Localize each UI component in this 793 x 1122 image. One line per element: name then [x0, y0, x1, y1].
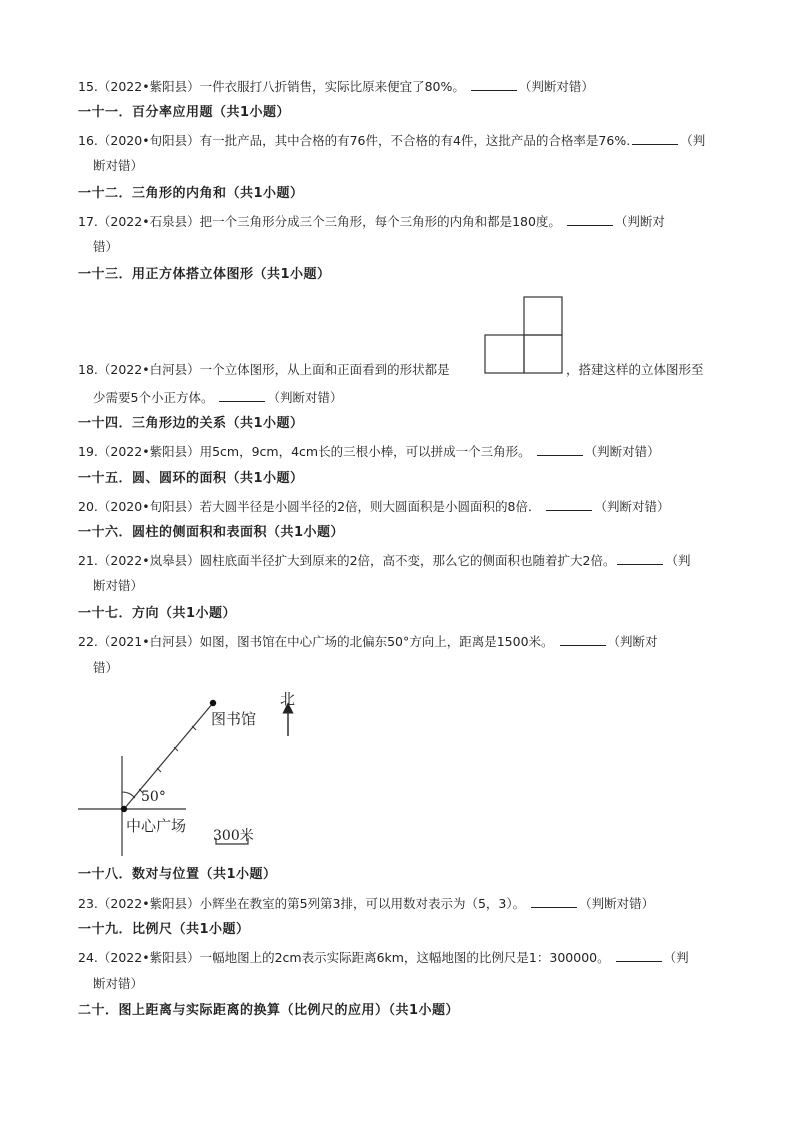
question-suffix: （判	[663, 950, 689, 965]
section-heading-19: 一十九．比例尺（共1小题）	[78, 922, 250, 937]
question-19	[78, 443, 660, 460]
question-21-continuation: 断对错）	[93, 578, 144, 593]
scale-label: 300米	[213, 828, 254, 844]
question-suffix: （判断对	[614, 214, 665, 229]
answer-blank[interactable]	[616, 949, 662, 962]
question-text: 23.（2022•紫阳县）小辉坐在教室的第5列第3排，可以用数对表示为（5，3）。	[78, 896, 526, 911]
question-text: 22.（2021•白河县）如图，图书馆在中心广场的北偏东50°方向上，距离是1500米。	[78, 634, 554, 649]
section-heading-18: 一十八．数对与位置（共1小题）	[78, 867, 277, 882]
question-suffix: （判	[665, 553, 691, 568]
question-16-continuation: 断对错）	[93, 158, 144, 173]
angle-label: 50°	[141, 789, 166, 805]
question-suffix: （判断对错）	[579, 896, 655, 911]
question-20	[78, 498, 669, 515]
answer-blank[interactable]	[546, 498, 592, 511]
cube-top-square	[524, 297, 562, 335]
section-heading-17: 一十七．方向（共1小题）	[78, 606, 237, 621]
question-text: 17.（2022•石泉县）把一个三角形分成三个三角形，每个三角形的内角和都是180度。	[78, 214, 561, 229]
section-heading-12: 一十二．三角形的内角和（共1小题）	[78, 186, 304, 201]
question-text: 19.（2022•紫阳县）用5cm，9cm，4cm长的三根小棒，可以拼成一个三角形。	[78, 444, 531, 459]
question-suffix: （判断对	[607, 634, 658, 649]
center-square-point	[121, 806, 127, 812]
question-suffix: （判断对错）	[584, 444, 660, 459]
question-text: 24.（2022•紫阳县）一幅地图上的2cm表示实际距离6km，这幅地图的比例尺是1：300000。	[78, 950, 610, 965]
question-text: 15.（2022•紫阳县）一件衣服打八折销售，实际比原来便宜了80%。	[78, 79, 465, 94]
question-text: 少需要5个小正方体。	[93, 390, 214, 405]
section-heading-14: 一十四．三角形边的关系（共1小题）	[78, 416, 304, 431]
cube-view-figure	[484, 296, 564, 374]
answer-blank[interactable]	[632, 132, 678, 145]
question-text: 21.（2022•岚皋县）圆柱底面半径扩大到原来的2倍，高不变，那么它的侧面积也随着扩大2倍。	[78, 553, 616, 568]
question-18	[78, 362, 450, 378]
section-heading-13: 一十三．用正方体搭立体图形（共1小题）	[78, 267, 331, 282]
center-square-label: 中心广场	[126, 817, 187, 835]
library-label: 图书馆	[211, 710, 257, 728]
angle-arc	[122, 792, 135, 798]
answer-blank[interactable]	[219, 389, 265, 402]
answer-blank[interactable]	[567, 213, 613, 226]
answer-blank[interactable]	[537, 443, 583, 456]
answer-blank[interactable]	[531, 895, 577, 908]
question-17	[78, 213, 665, 230]
question-22	[78, 633, 658, 650]
cube-bottom-left-square	[485, 335, 524, 373]
question-24-continuation: 断对错）	[93, 976, 144, 991]
question-suffix: （判断对错）	[267, 390, 343, 405]
direction-line	[124, 703, 213, 809]
question-suffix: （判	[680, 133, 706, 148]
answer-blank[interactable]	[617, 552, 663, 565]
question-21	[78, 552, 691, 569]
question-22-continuation: 错）	[93, 660, 119, 675]
direction-figure	[70, 688, 310, 858]
section-heading-11: 一十一．百分率应用题（共1小题）	[78, 105, 291, 120]
question-17-continuation: 错）	[93, 239, 119, 254]
library-point	[210, 700, 216, 706]
cube-bottom-right-square	[524, 335, 562, 373]
question-18-after-figure: ，搭建这样的立体图形至	[566, 362, 704, 377]
question-24	[78, 949, 689, 966]
question-suffix: （判断对错）	[518, 79, 594, 94]
section-heading-20: 二十．图上距离与实际距离的换算（比例尺的应用）（共1小题）	[78, 1003, 460, 1018]
question-suffix: （判断对错）	[594, 499, 670, 514]
north-label: 北	[280, 690, 296, 708]
question-15	[78, 78, 594, 95]
question-23	[78, 895, 654, 912]
section-heading-15: 一十五．圆、圆环的面积（共1小题）	[78, 471, 304, 486]
answer-blank[interactable]	[560, 633, 606, 646]
question-text: 18.（2022•白河县）一个立体图形，从上面和正面看到的形状都是	[78, 362, 450, 377]
question-18-continuation	[93, 389, 342, 406]
question-text: 16.（2020•旬阳县）有一批产品，其中合格的有76件，不合格的有4件，这批产品的合格率是76%.	[78, 133, 631, 148]
question-text: 20.（2020•旬阳县）若大圆半径是小圆半径的2倍，则大圆面积是小圆面积的8倍．	[78, 499, 541, 514]
answer-blank[interactable]	[471, 78, 517, 91]
scale-ticks	[139, 726, 196, 793]
section-heading-16: 一十六．圆柱的侧面积和表面积（共1小题）	[78, 525, 345, 540]
question-16	[78, 132, 705, 149]
